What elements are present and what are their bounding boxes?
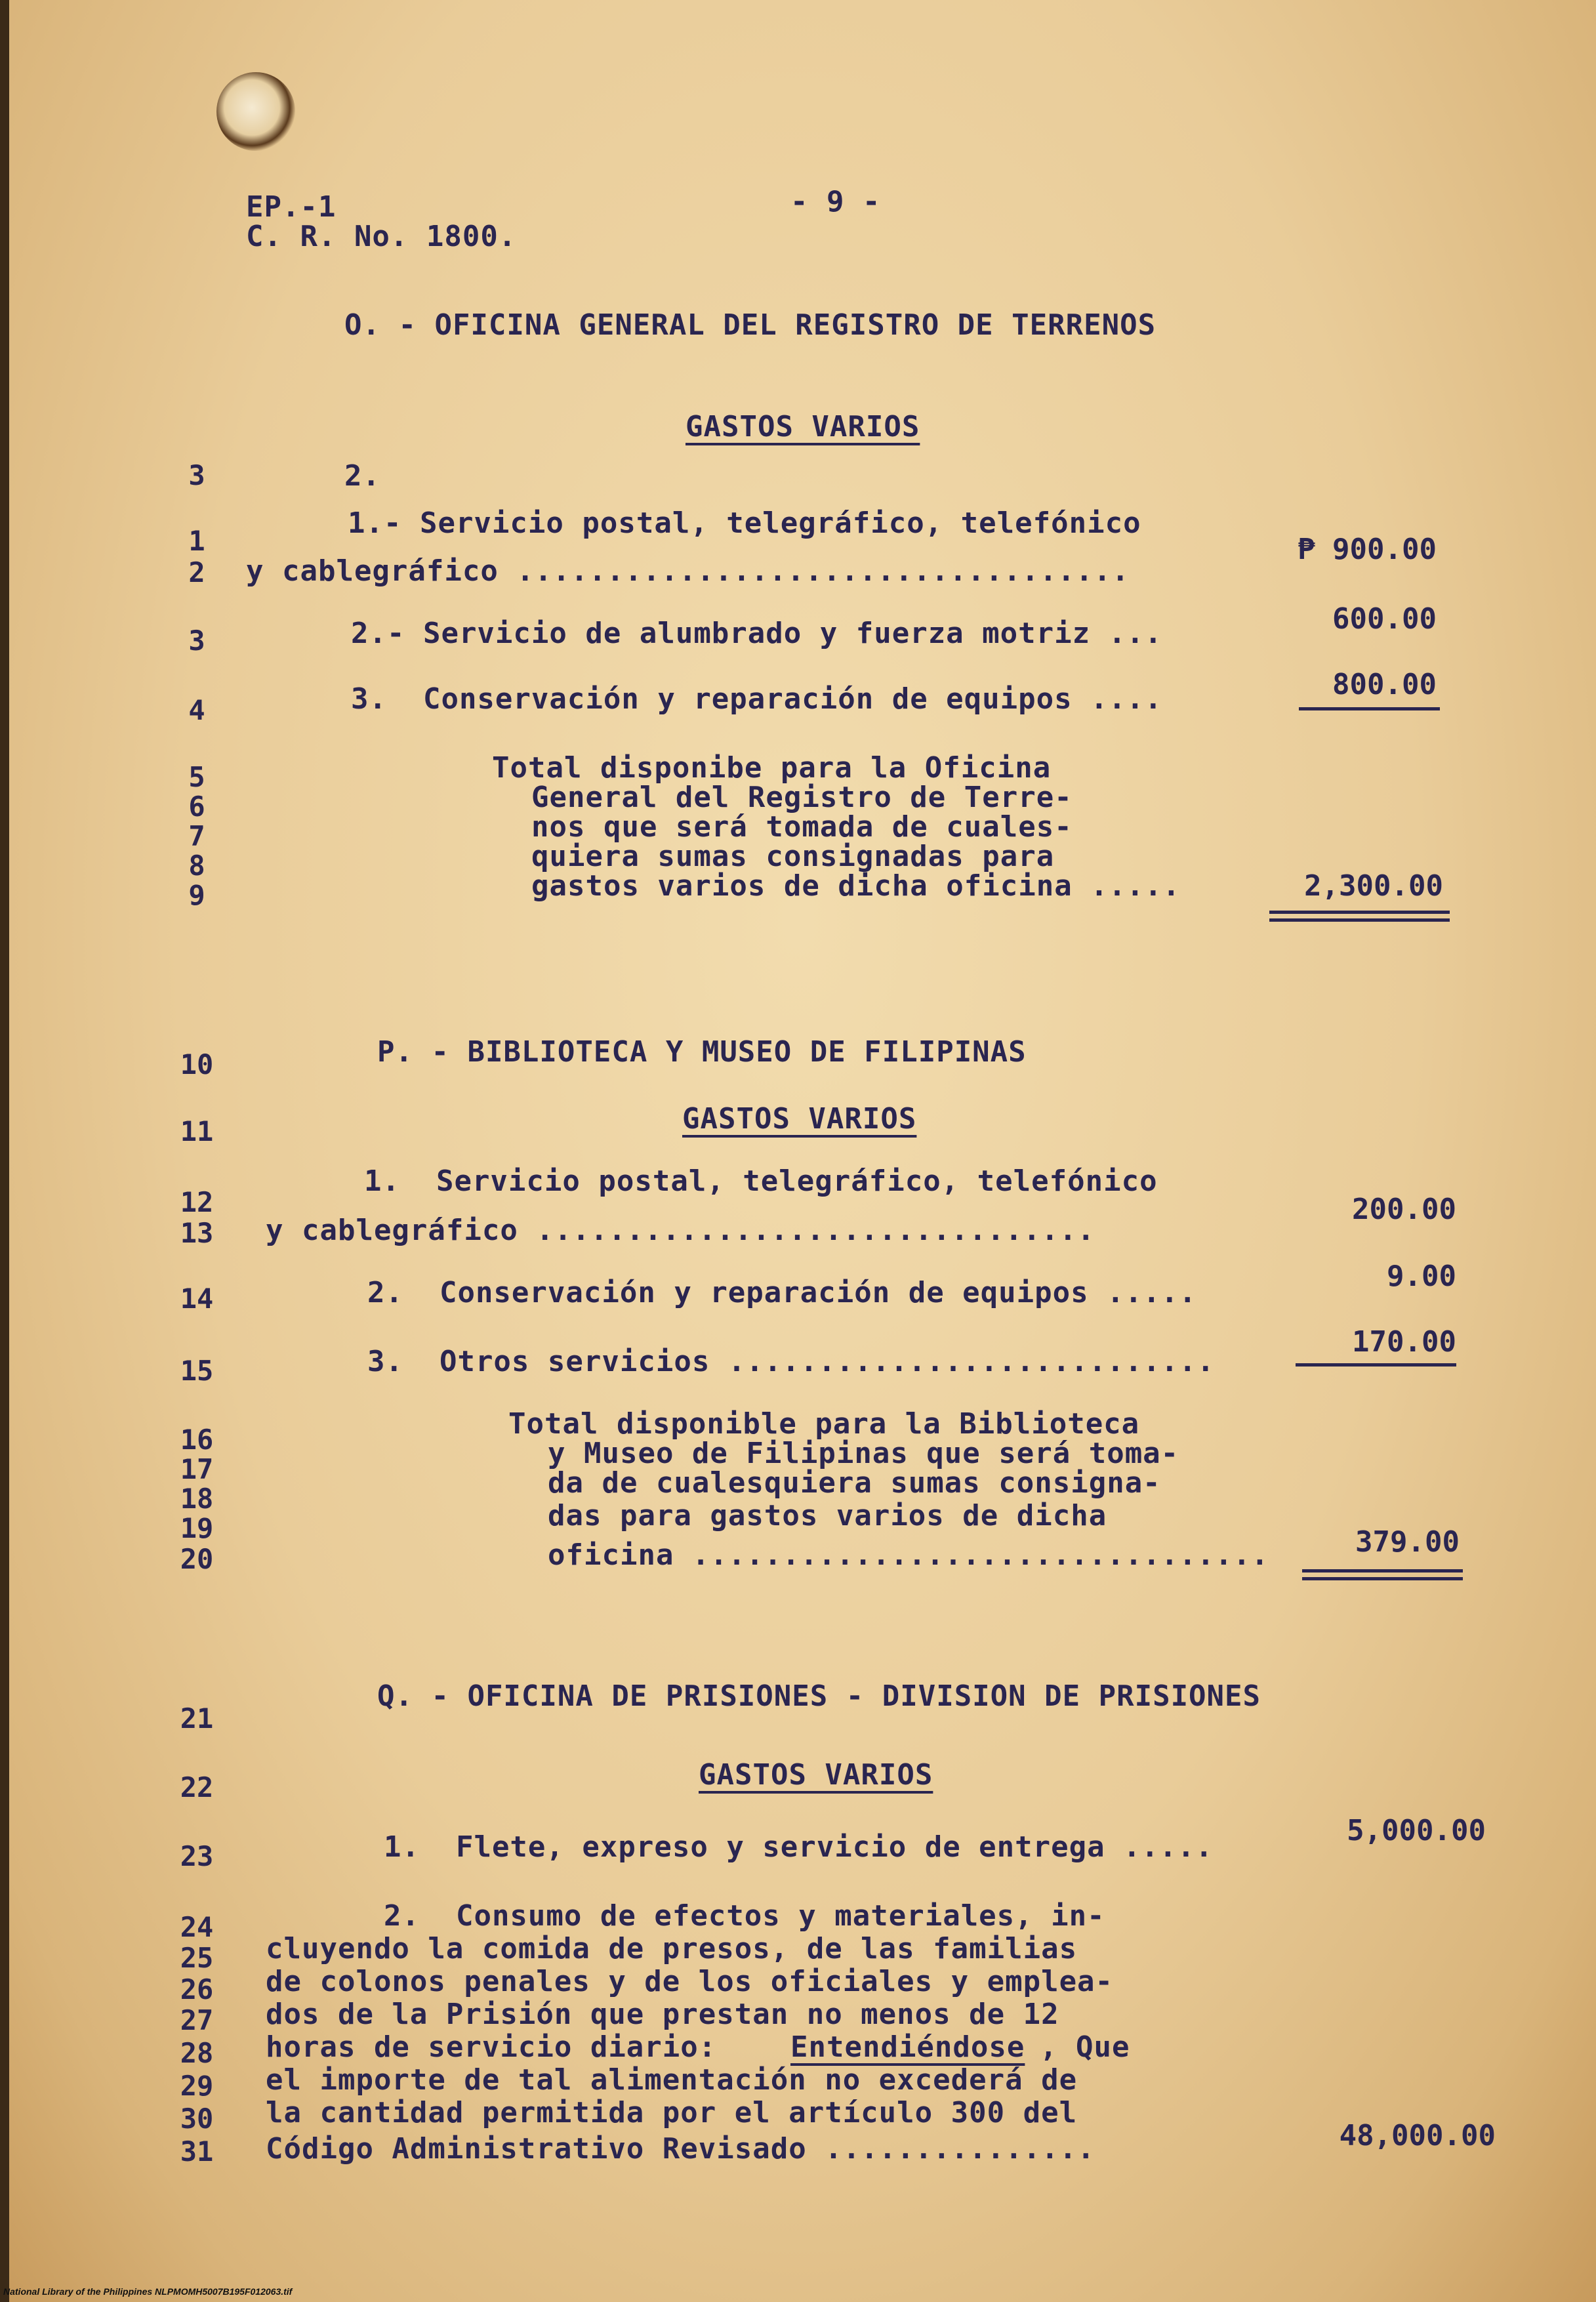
line-number: 27: [180, 2004, 214, 2036]
p-item1-line1: 1. Servicio postal, telegráfico, telefónico: [364, 1164, 1158, 1198]
line-number: 22: [180, 1771, 214, 1803]
line-number: 28: [180, 2037, 214, 2069]
line-number: 6: [188, 791, 205, 823]
line-number: 14: [180, 1283, 214, 1315]
o-item2: 2.- Servicio de alumbrado y fuerza motriz ...: [351, 617, 1163, 650]
marker-mid: 2.: [344, 459, 380, 493]
doc-code: EP.-1: [246, 190, 337, 224]
q-item2-amount: 48,000.00: [1339, 2119, 1496, 2152]
p-item2: 2. Conservación y reparación de equipos .....: [367, 1276, 1197, 1309]
p-item1-line2: y cablegráfico ...............................: [266, 1214, 1095, 1247]
scan-edge: [0, 0, 9, 2302]
q-item2-line: Código Administrativo Revisado ...............: [266, 2132, 1095, 2166]
section-o-title: O. - OFICINA GENERAL DEL REGISTRO DE TERRENOS: [344, 308, 1156, 342]
section-q-subtitle: GASTOS VARIOS: [699, 1758, 933, 1792]
line-number: 18: [180, 1483, 214, 1515]
q-item2-line: 2. Consumo de efectos y materiales, in-: [384, 1899, 1105, 1933]
line-number: 12: [180, 1186, 214, 1218]
o-subtotal-rule: [1299, 707, 1440, 710]
line-number: 2: [188, 556, 205, 588]
o-total-rule-2: [1269, 918, 1450, 922]
line-number: 25: [180, 1942, 214, 1974]
q-item2-line: el importe de tal alimentación no excederá de: [266, 2063, 1078, 2097]
o-total-line: Total disponibe para la Oficina: [492, 751, 1052, 785]
p-total-rule: [1302, 1569, 1463, 1572]
line-number: 8: [188, 850, 205, 882]
o-item1-amount: ₱ 900.00: [1298, 533, 1437, 566]
o-item3-amount: 800.00: [1332, 668, 1437, 701]
line-number: 15: [180, 1355, 214, 1387]
line-number: 26: [180, 1973, 214, 2005]
line-number: 29: [180, 2070, 214, 2102]
line-number: 1: [188, 525, 205, 557]
p-total-line: oficina ................................: [548, 1538, 1269, 1572]
line-number: 23: [180, 1840, 214, 1872]
line-number: 11: [180, 1115, 214, 1147]
o-item1-line1: 1.- Servicio postal, telegráfico, telefónico: [348, 506, 1141, 540]
section-p-title: P. - BIBLIOTECA Y MUSEO DE FILIPINAS: [377, 1035, 1027, 1069]
line-number: 7: [188, 820, 205, 852]
p-item2-amount: 9.00: [1387, 1260, 1456, 1293]
p-item3-amount: 170.00: [1352, 1325, 1456, 1359]
line-number: 16: [180, 1424, 214, 1456]
o-item3: 3. Conservación y reparación de equipos ....: [351, 682, 1163, 716]
o-item1-line2: y cablegráfico ..................................: [246, 554, 1130, 588]
p-total-line: Total disponible para la Biblioteca: [508, 1407, 1140, 1441]
p-total-line: da de cualesquiera sumas consigna-: [548, 1466, 1161, 1500]
line-number: 5: [188, 761, 205, 793]
q-item1-amount: 5,000.00: [1347, 1814, 1486, 1847]
p-item1-amount: 200.00: [1352, 1193, 1456, 1226]
q-item1: 1. Flete, expreso y servicio de entrega .....: [384, 1830, 1214, 1864]
p-total-line: y Museo de Filipinas que será toma-: [548, 1437, 1179, 1470]
o-total-line: General del Registro de Terre-: [531, 781, 1073, 814]
p-total-rule-2: [1302, 1577, 1463, 1580]
margin-marker: 3: [188, 459, 205, 491]
line-number: 17: [180, 1453, 214, 1485]
page-number: - 9 -: [790, 185, 881, 218]
line-number: 19: [180, 1512, 214, 1544]
cr-number: C. R. No. 1800.: [246, 220, 517, 253]
line-number: 9: [188, 879, 205, 911]
o-total-amount: 2,300.00: [1304, 869, 1443, 903]
line-number: 20: [180, 1543, 214, 1575]
p-subtotal-rule: [1296, 1363, 1456, 1367]
p-total-amount: 379.00: [1355, 1525, 1460, 1559]
section-p-subtitle: GASTOS VARIOS: [682, 1102, 917, 1136]
q-item2-after-underline: , Que: [1040, 2030, 1130, 2064]
q-item2-line: cluyendo la comida de presos, de las familias: [266, 1932, 1078, 1965]
section-q-title: Q. - OFICINA DE PRISIONES - DIVISION DE PRISIONES: [377, 1679, 1261, 1713]
o-total-line: quiera sumas consignadas para: [531, 840, 1055, 873]
line-number: 30: [180, 2103, 214, 2135]
q-item2-line: horas de servicio diario:: [266, 2030, 717, 2064]
p-item3: 3. Otros servicios ...........................: [367, 1345, 1216, 1378]
line-number: 24: [180, 1911, 214, 1943]
section-o-subtitle: GASTOS VARIOS: [685, 410, 920, 443]
line-number: 3: [188, 625, 205, 657]
q-item2-underlined: Entendiéndose: [790, 2030, 1025, 2064]
q-item2-line: la cantidad permitida por el artículo 300 del: [266, 2096, 1078, 2129]
line-number: 10: [180, 1048, 214, 1080]
q-item2-line: de colonos penales y de los oficiales y emplea-: [266, 1965, 1114, 1998]
punch-hole: [216, 72, 295, 151]
line-number: 21: [180, 1702, 214, 1735]
o-item2-amount: 600.00: [1332, 602, 1437, 636]
footer-caption: National Library of the Philippines NLPMOMH5007B195F012063.tif: [3, 2286, 293, 2297]
line-number: 4: [188, 694, 205, 726]
q-item2-line: dos de la Prisión que prestan no menos de 12: [266, 1998, 1059, 2031]
o-total-rule: [1269, 911, 1450, 914]
p-total-line: das para gastos varios de dicha: [548, 1499, 1107, 1532]
o-total-line: nos que será tomada de cuales-: [531, 810, 1073, 844]
line-number: 31: [180, 2135, 214, 2168]
o-total-line: gastos varios de dicha oficina .....: [531, 869, 1181, 903]
line-number: 13: [180, 1217, 214, 1249]
